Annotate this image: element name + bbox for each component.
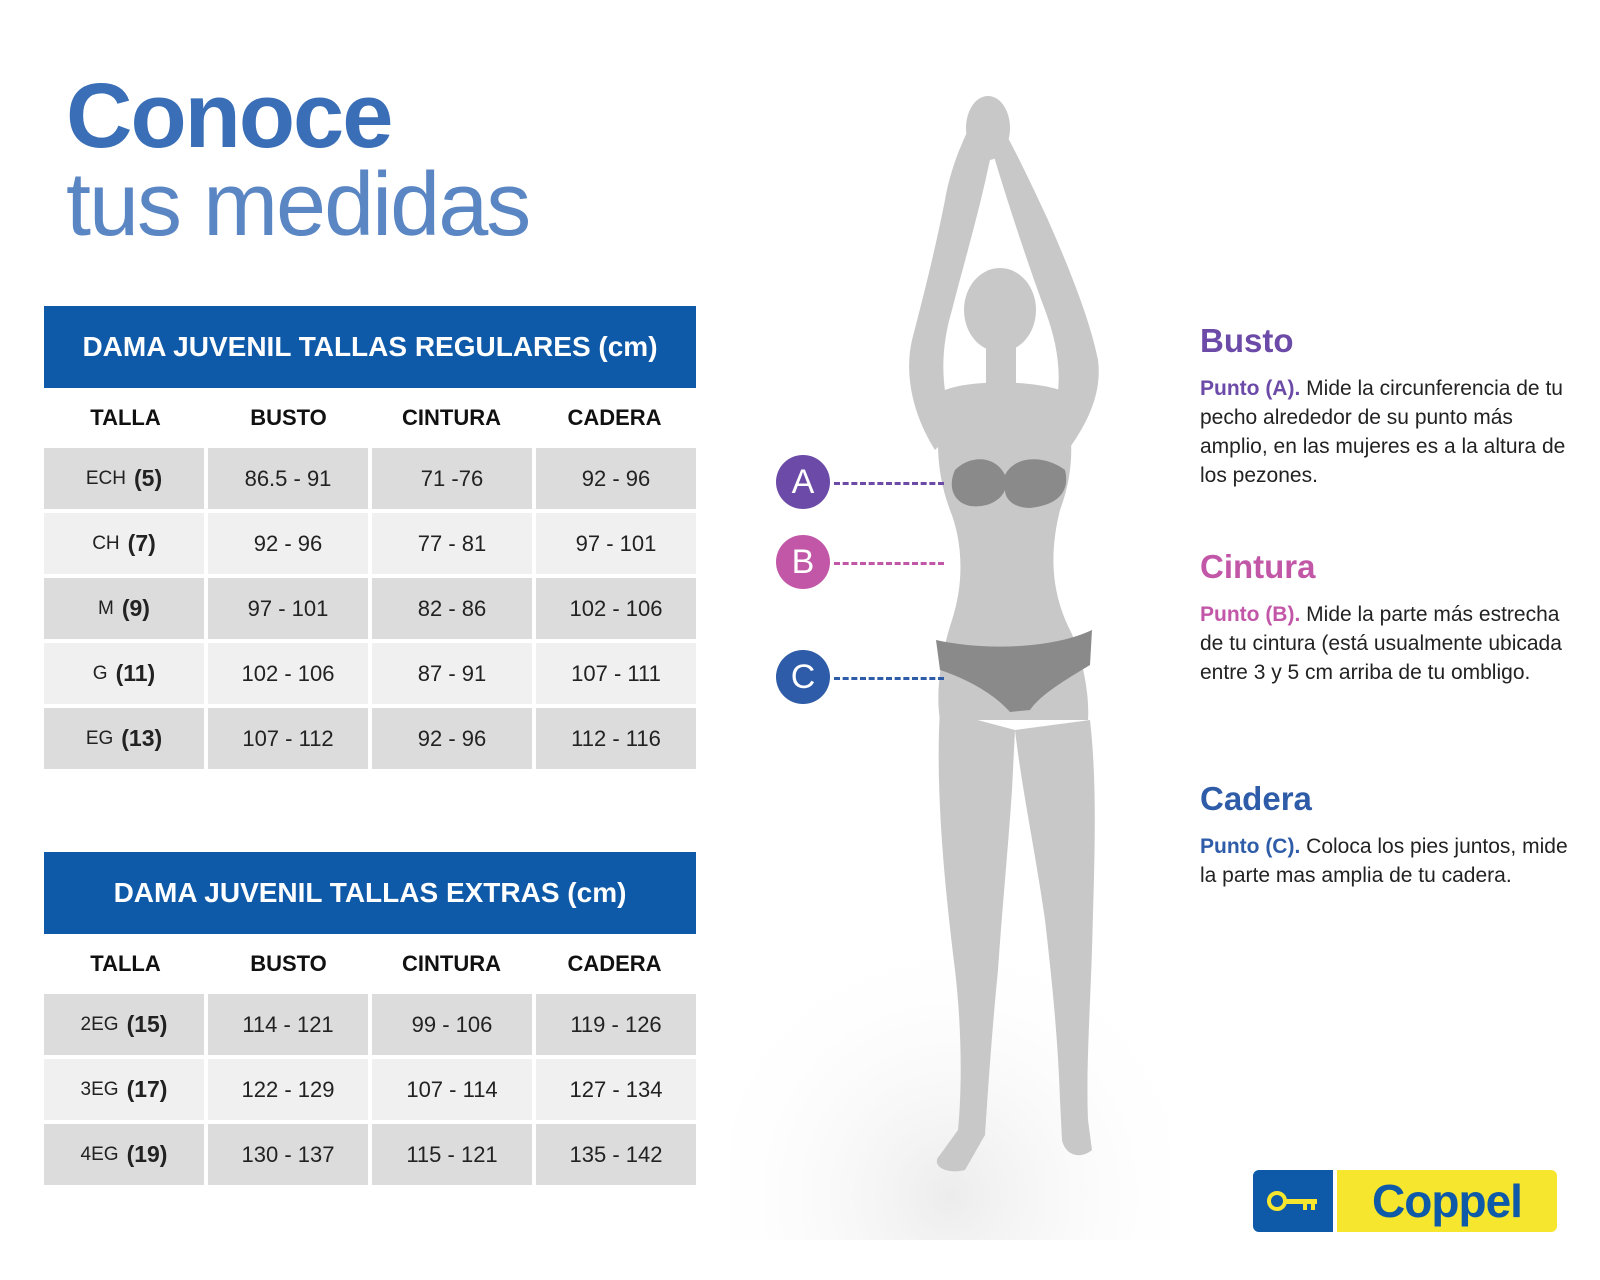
info-busto-text [1200, 374, 1580, 490]
info-cintura-title: Cintura [1200, 548, 1316, 585]
key-icon [1253, 1170, 1333, 1232]
extra-column-headers [44, 934, 696, 994]
size-cell [44, 513, 204, 574]
cintura-cell: 71 -76 [372, 448, 532, 509]
marker-a-line [834, 482, 944, 485]
size-number: (15) [126, 1011, 168, 1037]
table-row [44, 1124, 696, 1185]
size-cell [44, 1059, 204, 1120]
info-cadera-text [1200, 832, 1580, 890]
column-header-talla: TALLA [90, 405, 161, 430]
size-cell [44, 708, 204, 769]
info-busto-punto: Punto (A). [1200, 377, 1301, 400]
cadera-cell: 92 - 96 [536, 448, 696, 509]
busto-cell: 97 - 101 [208, 578, 368, 639]
table-row [44, 708, 696, 769]
column-header-cintura: CINTURA [402, 405, 501, 430]
cintura-cell: 115 - 121 [372, 1124, 532, 1185]
cadera-cell: 102 - 106 [536, 578, 696, 639]
cadera-cell: 127 - 134 [536, 1059, 696, 1120]
table-row [44, 578, 696, 639]
size-code: M [98, 597, 114, 619]
table-row [44, 994, 696, 1055]
cintura-cell: 77 - 81 [372, 513, 532, 574]
extra-size-table [44, 852, 696, 1189]
marker-c: C [776, 650, 830, 704]
info-cintura-punto: Punto (B). [1200, 603, 1301, 626]
marker-b: B [776, 535, 830, 589]
cadera-cell: 135 - 142 [536, 1124, 696, 1185]
info-cadera-punto: Punto (C). [1200, 835, 1301, 858]
size-number: (9) [121, 595, 150, 621]
cadera-cell: 97 - 101 [536, 513, 696, 574]
size-code: CH [92, 532, 120, 554]
page-subtitle: tus medidas [66, 155, 530, 255]
busto-cell: 92 - 96 [208, 513, 368, 574]
size-cell [44, 448, 204, 509]
cintura-cell: 82 - 86 [372, 578, 532, 639]
size-code: G [92, 662, 108, 684]
busto-cell: 107 - 112 [208, 708, 368, 769]
size-number: (7) [127, 530, 156, 556]
size-code: 2EG [80, 1013, 119, 1035]
regular-table-header: DAMA JUVENIL TALLAS REGULARES (cm) [44, 306, 696, 388]
busto-cell: 130 - 137 [208, 1124, 368, 1185]
table-row [44, 643, 696, 704]
column-header-cintura: CINTURA [402, 951, 501, 976]
table-row [44, 1059, 696, 1120]
coppel-logo [1253, 1170, 1557, 1232]
info-cadera [1200, 780, 1580, 890]
regular-column-headers [44, 388, 696, 448]
size-code: 4EG [80, 1143, 119, 1165]
size-cell [44, 1124, 204, 1185]
column-header-talla: TALLA [90, 951, 161, 976]
column-header-busto: BUSTO [250, 405, 327, 430]
size-code: 3EG [80, 1078, 119, 1100]
busto-cell: 122 - 129 [208, 1059, 368, 1120]
size-code: ECH [85, 467, 126, 489]
info-cintura-text [1200, 600, 1580, 687]
extra-table-header: DAMA JUVENIL TALLAS EXTRAS (cm) [44, 852, 696, 934]
regular-size-table [44, 306, 696, 773]
size-cell [44, 578, 204, 639]
size-code: EG [85, 727, 114, 749]
busto-cell: 114 - 121 [208, 994, 368, 1055]
marker-c-line [834, 677, 944, 680]
info-busto [1200, 322, 1580, 490]
cadera-cell: 119 - 126 [536, 994, 696, 1055]
info-cadera-desc: Coloca los pies juntos, mide la parte mas amplia de tu cadera. [1200, 835, 1568, 887]
cadera-cell: 107 - 111 [536, 643, 696, 704]
cintura-cell: 99 - 106 [372, 994, 532, 1055]
cintura-cell: 87 - 91 [372, 643, 532, 704]
cintura-cell: 107 - 114 [372, 1059, 532, 1120]
table-row [44, 448, 696, 509]
size-cell [44, 643, 204, 704]
busto-cell: 86.5 - 91 [208, 448, 368, 509]
table-row [44, 513, 696, 574]
column-header-busto: BUSTO [250, 951, 327, 976]
logo-text: Coppel [1337, 1170, 1557, 1232]
page-title: Conoce [66, 65, 392, 167]
info-cintura [1200, 548, 1580, 687]
info-busto-desc: Mide la circunferencia de tu pecho alrededor de su punto más amplio, en las mujeres es a la altura de los pezones. [1200, 377, 1566, 487]
size-number: (5) [134, 465, 163, 491]
marker-b-line [834, 562, 944, 565]
info-busto-title: Busto [1200, 322, 1294, 359]
busto-cell: 102 - 106 [208, 643, 368, 704]
size-number: (11) [115, 660, 156, 686]
size-number: (17) [126, 1076, 168, 1102]
marker-a: A [776, 455, 830, 509]
size-cell [44, 994, 204, 1055]
cadera-cell: 112 - 116 [536, 708, 696, 769]
column-header-cadera: CADERA [567, 951, 662, 976]
column-header-cadera: CADERA [567, 405, 662, 430]
size-number: (13) [121, 725, 163, 751]
size-number: (19) [126, 1141, 168, 1167]
cintura-cell: 92 - 96 [372, 708, 532, 769]
info-cintura-desc: Mide la parte más estrecha de tu cintura (está usualmente ubicada entre 3 y 5 cm arriba de tu ombligo. [1200, 603, 1562, 684]
info-cadera-title: Cadera [1200, 780, 1312, 817]
